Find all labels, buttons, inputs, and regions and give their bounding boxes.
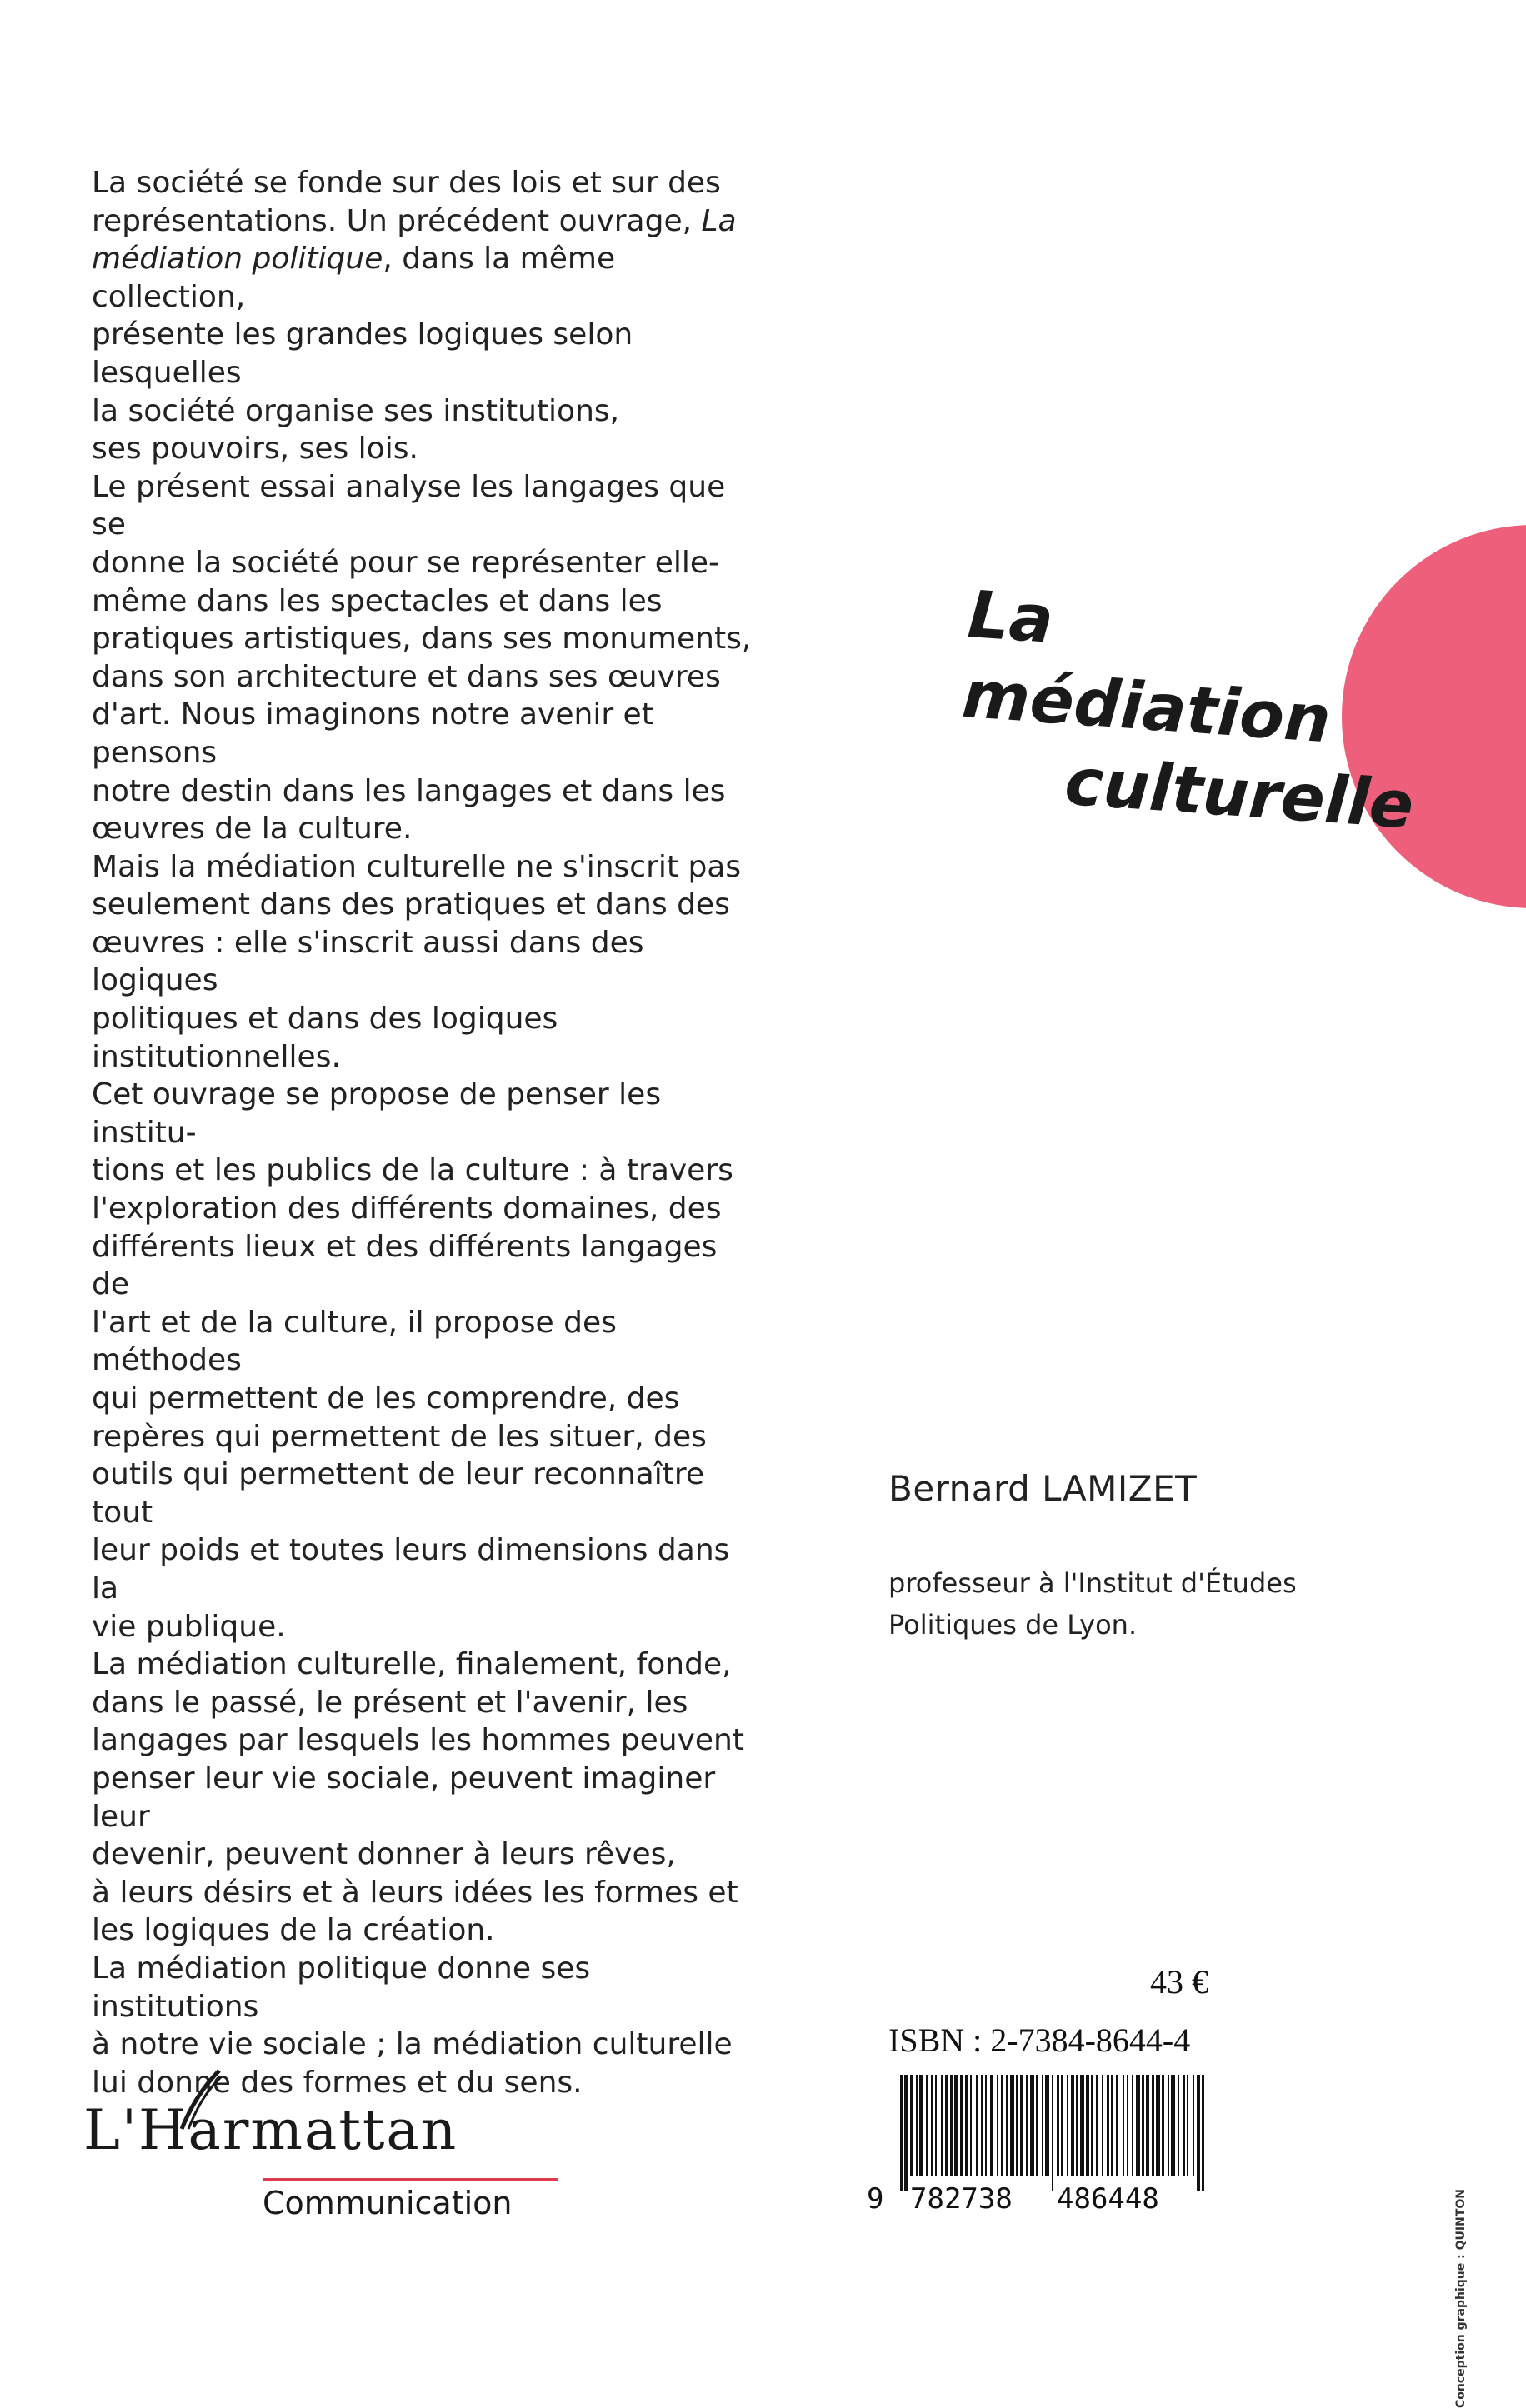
- design-credit: Conception graphique : QUINTON: [1454, 2189, 1468, 2408]
- barcode-bar: [900, 2075, 903, 2191]
- logo-underline: [263, 2178, 558, 2181]
- barcode-bar: [916, 2075, 918, 2176]
- barcode-bar: [950, 2075, 953, 2176]
- author-affiliation: professeur à l'Institut d'Études Politiques de Lyon.: [888, 1567, 1297, 1641]
- blurb-italic-title: La médiation politique: [92, 203, 737, 277]
- barcode-bar: [1202, 2075, 1204, 2191]
- barcode-bar: [931, 2075, 933, 2176]
- blurb-paragraph-5: La médiation culturelle, finalement, fonde, dans le passé, le présent et l'avenir, les langages par lesquels les hommes peuvent penser leur vie sociale, peuvent imaginer leur devenir, peuvent donner à leurs rêves, à leurs désirs et à leurs idées les formes et les logiques de la création.: [92, 1647, 744, 1948]
- barcode-bar: [1152, 2075, 1154, 2176]
- barcode-bar: [1016, 2075, 1018, 2176]
- barcode-bar: [1197, 2075, 1200, 2191]
- barcode-bar: [1156, 2075, 1160, 2176]
- barcode-bar: [1096, 2075, 1098, 2176]
- barcode-bar: [1030, 2075, 1034, 2176]
- barcode-bar: [1080, 2075, 1084, 2176]
- blurb-paragraph-1: La société se fonde sur des lois et sur des représentations. Un précédent ouvrage, La médiation politique, dans la même collection, présente les grandes logiques selon lesquelles la société organise ses institutions, ses pouvoirs, ses lois.: [92, 166, 737, 467]
- barcode-bar: [1045, 2075, 1049, 2176]
- barcode-bar: [941, 2075, 943, 2176]
- barcode-bar: [1036, 2075, 1038, 2176]
- barcode-bar: [1146, 2075, 1149, 2176]
- barcode-bar: [1102, 2075, 1103, 2176]
- barcode-bar: [1142, 2075, 1144, 2176]
- barcode-bar: [1042, 2075, 1043, 2176]
- barcode-bars: [900, 2075, 1204, 2191]
- barcode-bar: [935, 2075, 937, 2176]
- book-title-line1: La médiation: [959, 577, 1333, 758]
- isbn: ISBN : 2-7384-8644-4: [888, 2021, 1191, 2059]
- barcode-bar: [997, 2075, 998, 2176]
- barcode-lead-digit: 9: [867, 2182, 884, 2216]
- barcode-bar: [1162, 2075, 1164, 2176]
- blurb-paragraph-4: Cet ouvrage se propose de penser les institu- tions et les publics de la culture : à travers l'exploration des différents domaines, des différents lieux et des différents langages de l'art et de la culture, il propose des méthodes qui permettent de les comprendre, des repères qui permettent de les situer, des outils qui permettent de leur reconnaître tout leur poids et toutes leurs dimensions dans la vie publique.: [92, 1077, 733, 1644]
- barcode-bar: [1091, 2075, 1093, 2176]
- barcode-bar: [990, 2075, 993, 2176]
- barcode-bar: [945, 2075, 948, 2176]
- collection-name: Communication: [263, 2185, 513, 2221]
- barcode-bar: [910, 2075, 913, 2176]
- barcode-bar: [1183, 2075, 1185, 2176]
- barcode-bar: [985, 2075, 987, 2176]
- publisher-name: L'Harmattan: [83, 2098, 458, 2162]
- book-title: [954, 575, 1437, 847]
- barcode-bar: [1076, 2075, 1078, 2176]
- barcode-bar: [1001, 2075, 1003, 2176]
- book-title-line2: culturelle: [1062, 744, 1417, 844]
- barcode-bar: [1057, 2075, 1059, 2176]
- barcode-bar: [1123, 2075, 1124, 2176]
- barcode-bar: [1168, 2075, 1169, 2176]
- barcode-bar: [1026, 2075, 1028, 2176]
- barcode-bar: [1010, 2075, 1014, 2176]
- barcode-bar: [1061, 2075, 1063, 2176]
- barcode-bar: [981, 2075, 983, 2176]
- barcode-bar: [1052, 2075, 1053, 2191]
- barcode-bar: [1006, 2075, 1008, 2176]
- barcode-bar: [1086, 2075, 1089, 2176]
- barcode-bar: [954, 2075, 958, 2176]
- barcode-bar: [1171, 2075, 1175, 2176]
- barcode-group2-digits: 486448: [1057, 2182, 1159, 2216]
- blurb-paragraph-6: La médiation politique donne ses institutions à notre vie sociale ; la médiation culturelle lui donne des formes et du sens.: [92, 1951, 733, 2100]
- barcode-bar: [1107, 2075, 1109, 2176]
- barcode: [867, 2075, 1217, 2216]
- barcode-bar: [904, 2075, 908, 2191]
- barcode-bar: [1116, 2075, 1118, 2176]
- barcode-bar: [1178, 2075, 1179, 2176]
- barcode-bar: [1193, 2075, 1194, 2176]
- barcode-bar: [1071, 2075, 1074, 2176]
- barcode-bar: [965, 2075, 968, 2176]
- blurb-paragraph-2: Le présent essai analyse les langages que se donne la société pour se représenter elle- même dans les spectacles et dans les pratiques artistiques, dans ses monuments, dans son architecture et dans ses œuvres d'art. Nous imaginons notre avenir et pensons notre destin dans les langages et dans les œuvres de la culture.: [92, 469, 752, 847]
- barcode-group1-digits: 782738: [910, 2182, 1013, 2216]
- barcode-bar: [960, 2075, 963, 2176]
- barcode-bar: [919, 2075, 923, 2176]
- publisher-logo: [83, 2066, 517, 2233]
- barcode-bar: [1020, 2075, 1023, 2176]
- barcode-bar: [1132, 2075, 1133, 2176]
- barcode-bar: [1136, 2075, 1140, 2176]
- barcode-bar: [1127, 2075, 1128, 2176]
- barcode-bar: [1067, 2075, 1068, 2176]
- blurb-paragraph-3: Mais la médiation culturelle ne s'inscrit pas seulement dans des pratiques et dans des œuvres : elle s'inscrit aussi dans des logiques politiques et dans des logiques institutionnelles.: [92, 849, 742, 1074]
- author-name: Bernard LAMIZET: [888, 1468, 1198, 1509]
- barcode-bar: [970, 2075, 972, 2176]
- barcode-bar: [1187, 2075, 1188, 2176]
- barcode-bar: [976, 2075, 978, 2176]
- price: 43 €: [1150, 1963, 1208, 2001]
- barcode-bar: [926, 2075, 928, 2176]
- back-cover-blurb: [92, 164, 758, 2101]
- barcode-bar: [1111, 2075, 1113, 2176]
